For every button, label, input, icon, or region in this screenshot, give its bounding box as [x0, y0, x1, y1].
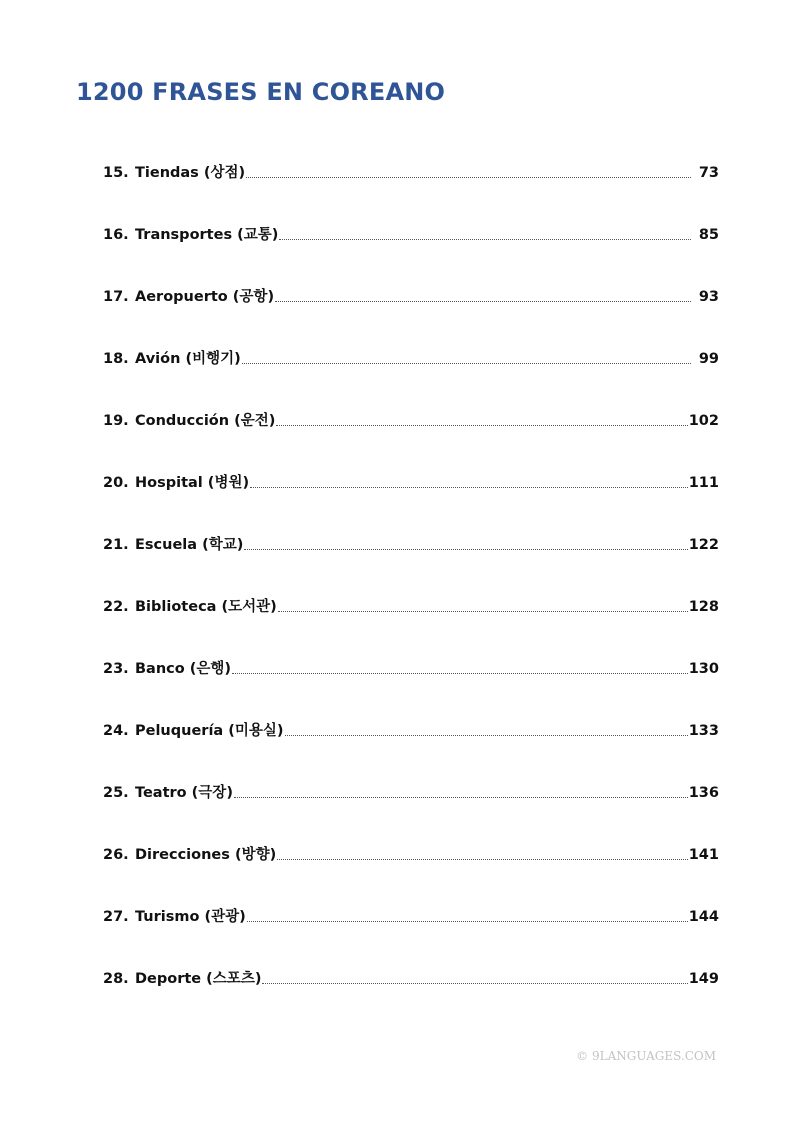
dot-leader	[276, 406, 687, 426]
toc-entry-number: 15.	[103, 165, 129, 181]
toc-entry[interactable]	[103, 716, 719, 778]
toc-entry[interactable]	[103, 158, 719, 220]
toc-entry-label: Avión (비행기)	[135, 351, 241, 367]
toc-entry-page: 99	[698, 351, 719, 367]
toc-entry[interactable]	[103, 654, 719, 716]
toc-entry-number: 19.	[103, 413, 129, 429]
dot-leader	[275, 282, 691, 302]
toc-entry-page: 85	[698, 227, 719, 243]
dot-leader	[247, 902, 688, 922]
toc-entry-page: 136	[688, 785, 719, 801]
toc-entry-page: 144	[688, 909, 719, 925]
dot-leader	[234, 778, 688, 798]
toc-entry[interactable]	[103, 840, 719, 902]
toc-entry-page: 73	[698, 165, 719, 181]
toc-entry[interactable]	[103, 592, 719, 654]
toc-entry-page: 128	[688, 599, 719, 615]
toc-entry-number: 17.	[103, 289, 129, 305]
toc-entry[interactable]	[103, 530, 719, 592]
dot-leader	[278, 592, 688, 612]
toc-entry-page: 130	[688, 661, 719, 677]
toc-entry-number: 21.	[103, 537, 129, 553]
toc-entry[interactable]	[103, 964, 719, 1026]
toc-entry[interactable]	[103, 344, 719, 406]
dot-leader	[242, 344, 691, 364]
toc-entry-page: 133	[688, 723, 719, 739]
dot-leader	[285, 716, 688, 736]
toc-entry[interactable]	[103, 468, 719, 530]
toc-entry-label: Banco (은행)	[135, 661, 232, 677]
toc-entry-page: 111	[688, 475, 719, 491]
toc-entry-label: Conducción (운전)	[135, 413, 276, 429]
copyright-footer: © 9LANGUAGES.COM	[576, 1049, 716, 1063]
toc-entry-label: Peluquería (미용실)	[135, 723, 284, 739]
document-title: 1200 FRASES EN COREANO	[76, 78, 446, 106]
dot-leader	[246, 158, 691, 178]
dot-leader	[250, 468, 688, 488]
toc-entry-page: 102	[688, 413, 719, 429]
toc-entry-number: 16.	[103, 227, 129, 243]
toc-entry[interactable]	[103, 406, 719, 468]
toc-entry-label: Biblioteca (도서관)	[135, 599, 277, 615]
toc-entry-number: 24.	[103, 723, 129, 739]
toc-entry-label: Deporte (스포츠)	[135, 971, 262, 987]
toc-entry-label: Turismo (관광)	[135, 909, 246, 925]
dot-leader	[244, 530, 687, 550]
toc-entry-number: 23.	[103, 661, 129, 677]
toc-entry-label: Transportes (교통)	[135, 227, 279, 243]
toc-entry-number: 18.	[103, 351, 129, 367]
toc-entry[interactable]	[103, 282, 719, 344]
toc-entry-label: Teatro (극장)	[135, 785, 233, 801]
toc-entry-page: 93	[698, 289, 719, 305]
toc-entry-page: 141	[688, 847, 719, 863]
toc-entry-label: Hospital (병원)	[135, 475, 250, 491]
toc-entry-label: Escuela (학교)	[135, 537, 244, 553]
dot-leader	[277, 840, 688, 860]
dot-leader	[279, 220, 690, 240]
toc-entry[interactable]	[103, 902, 719, 964]
toc-entry-number: 27.	[103, 909, 129, 925]
toc-entry-label: Tiendas (상점)	[135, 165, 246, 181]
toc-entry-number: 20.	[103, 475, 129, 491]
toc-entry-page: 122	[688, 537, 719, 553]
table-of-contents	[103, 158, 719, 1026]
toc-entry-number: 22.	[103, 599, 129, 615]
toc-entry[interactable]	[103, 220, 719, 282]
toc-entry-label: Aeropuerto (공항)	[135, 289, 275, 305]
toc-entry-page: 149	[688, 971, 719, 987]
toc-entry-number: 28.	[103, 971, 129, 987]
dot-leader	[262, 964, 687, 984]
toc-entry-number: 25.	[103, 785, 129, 801]
dot-leader	[232, 654, 688, 674]
toc-entry-label: Direcciones (방향)	[135, 847, 277, 863]
toc-entry[interactable]	[103, 778, 719, 840]
toc-entry-number: 26.	[103, 847, 129, 863]
